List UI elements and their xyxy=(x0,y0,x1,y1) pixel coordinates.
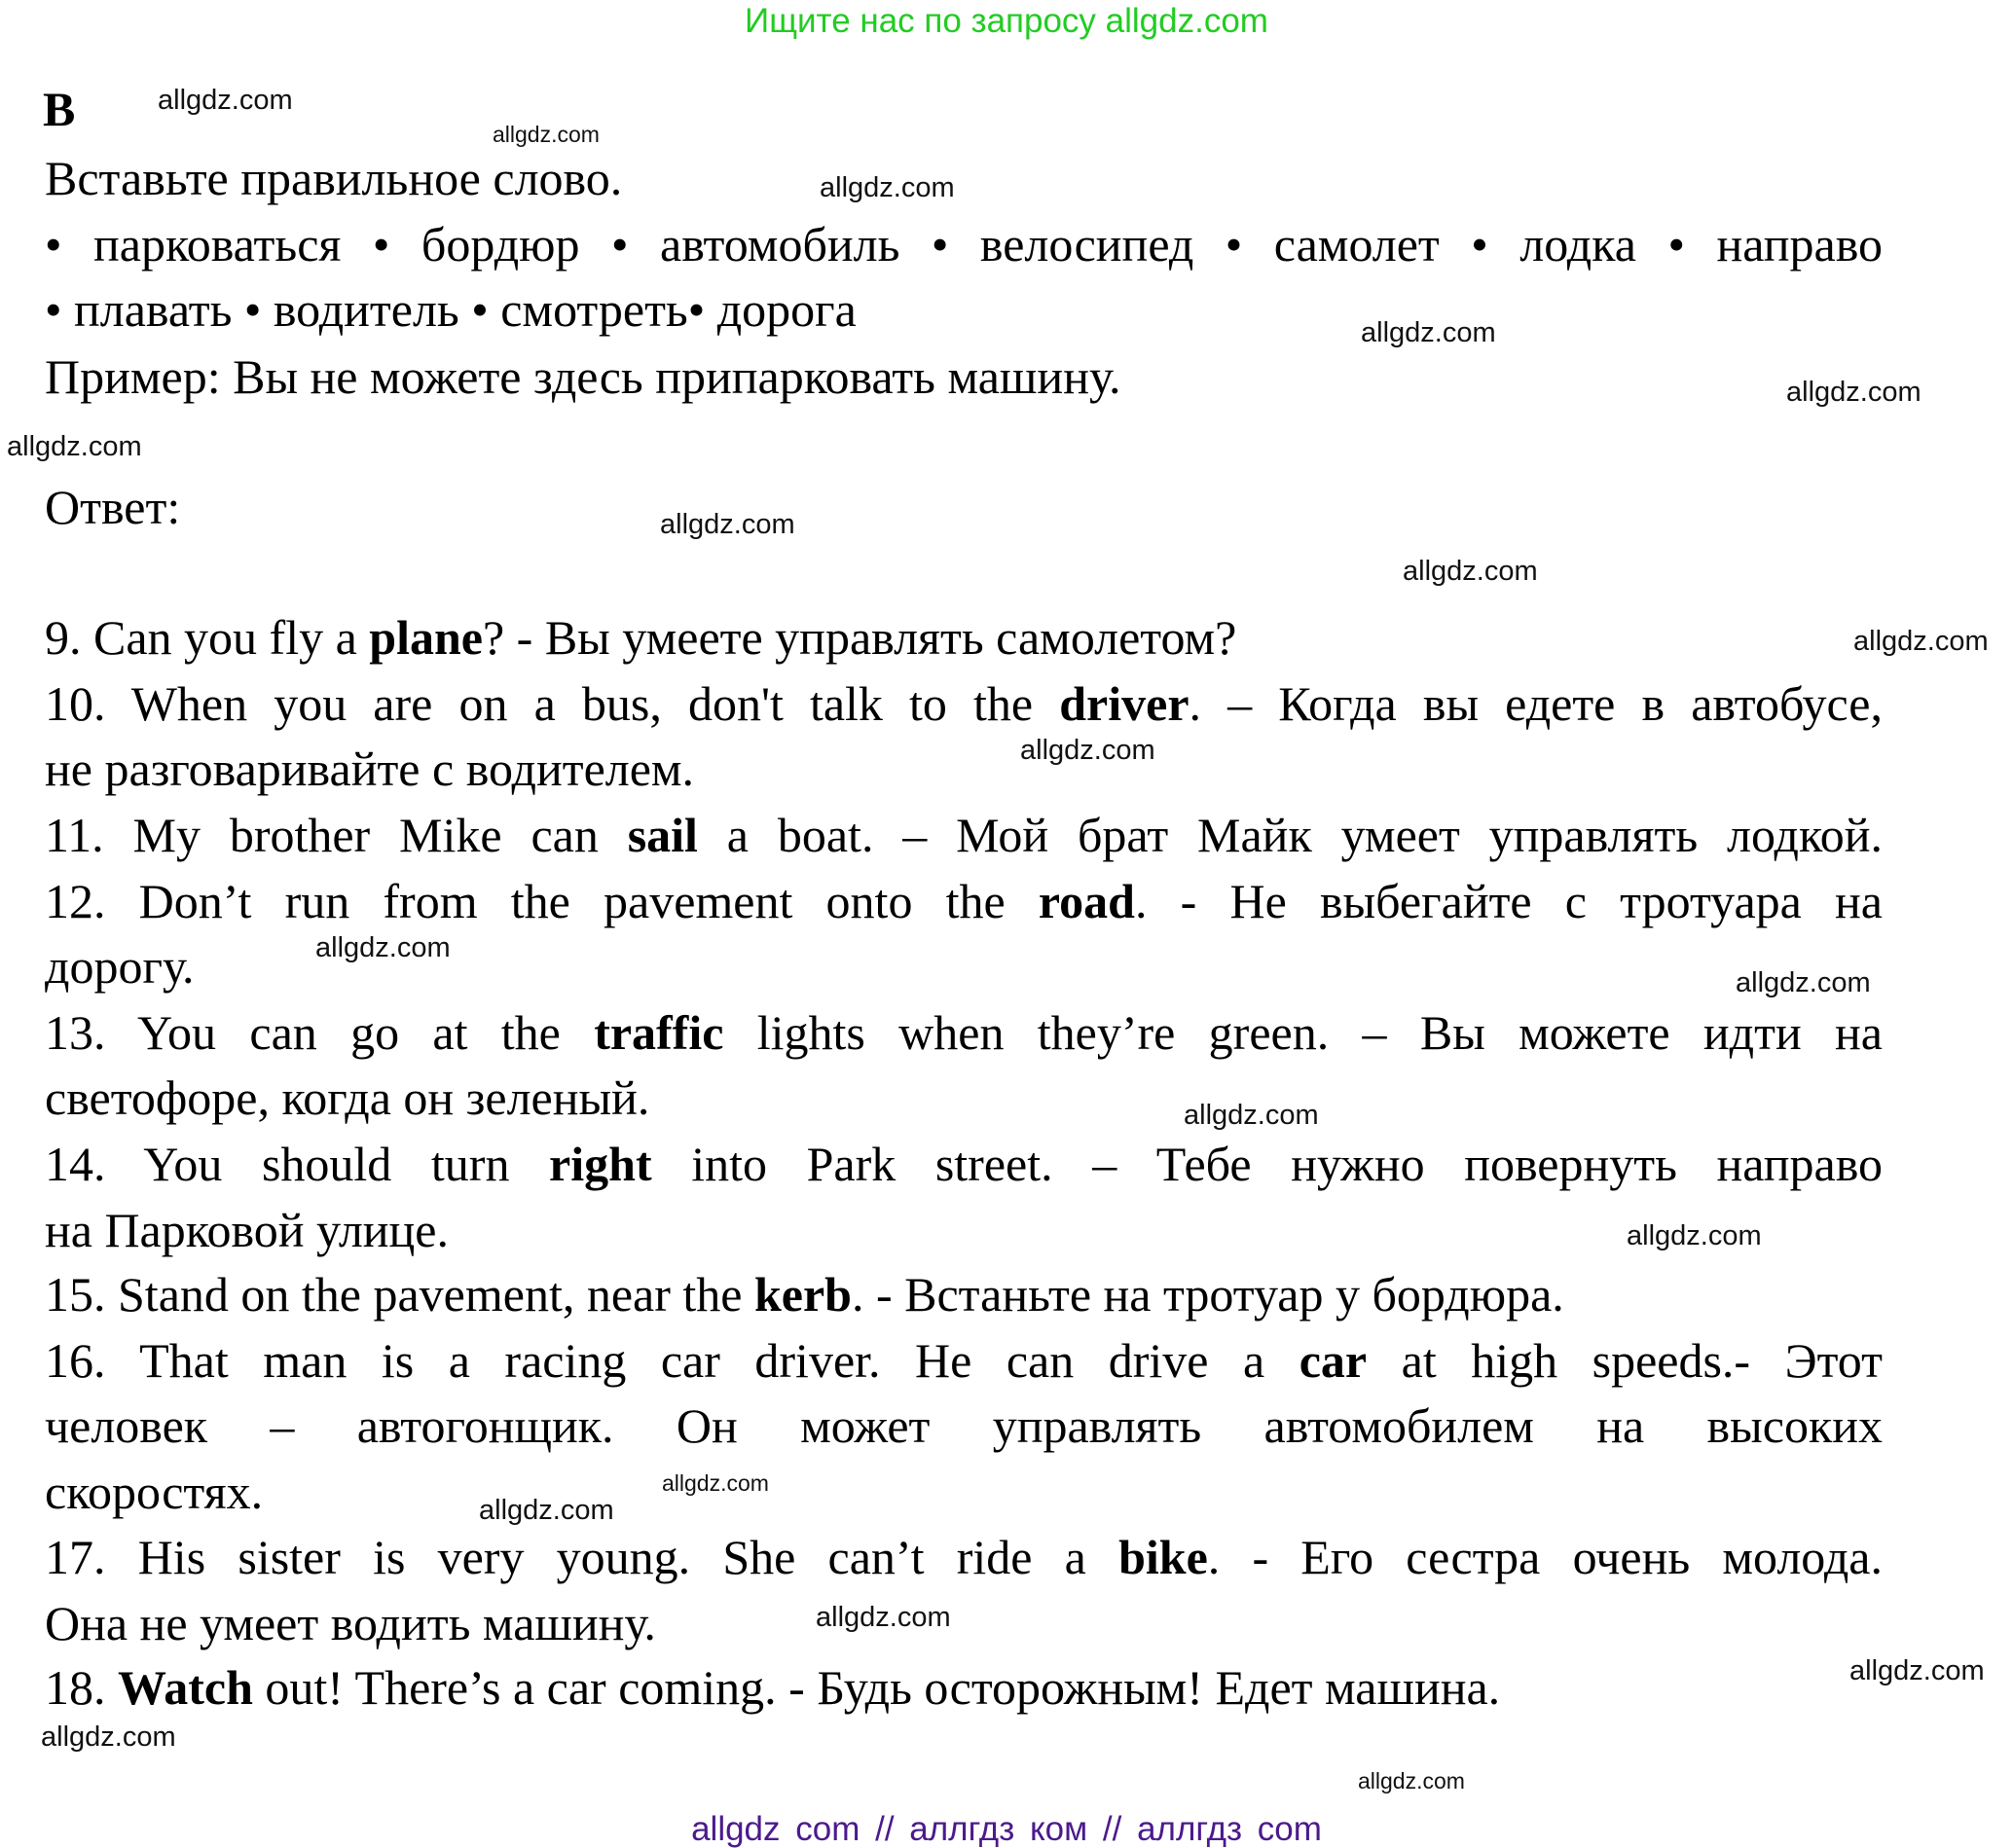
text-segment: • плавать • водитель • смотреть• дорога xyxy=(45,282,857,337)
answer-word: bike xyxy=(1118,1530,1208,1584)
watermark: allgdz.com xyxy=(1358,1768,1465,1794)
answer-word: kerb xyxy=(753,1267,852,1322)
text-segment: дорогу. xyxy=(45,939,195,994)
watermark: allgdz.com xyxy=(820,172,955,203)
search-banner: Ищите нас по запросу allgdz.com xyxy=(745,2,1268,40)
watermark: allgdz.com xyxy=(493,122,600,147)
text-segment: 11. My brother Mike can xyxy=(45,808,628,862)
text-segment: Ответ: xyxy=(45,480,181,534)
text-segment: Она не умеет водить машину. xyxy=(45,1596,656,1650)
watermark: allgdz.com xyxy=(1786,377,1922,408)
watermark: allgdz.com xyxy=(816,1602,951,1633)
answer-word: right xyxy=(549,1137,652,1191)
text-line xyxy=(45,347,1120,406)
watermark: allgdz.com xyxy=(315,932,451,963)
watermark: allgdz.com xyxy=(158,85,293,116)
watermark: allgdz.com xyxy=(660,509,795,540)
text-line xyxy=(45,937,194,996)
text-segment: . – Когда вы едете в автобусе, xyxy=(1189,676,1883,731)
text-segment: человек – автогонщик. Он может управлять автомобилем на высоких xyxy=(45,1398,1883,1453)
text-segment: . - Его сестра очень молода. xyxy=(1207,1530,1883,1584)
text-segment: Пример: Вы не можете здесь припарковать машину. xyxy=(45,349,1121,404)
answer-word: car xyxy=(1299,1333,1368,1388)
watermark: allgdz.com xyxy=(7,431,142,462)
text-segment: at high speeds.- Этот xyxy=(1367,1333,1883,1388)
text-line xyxy=(45,1396,1883,1455)
text-line xyxy=(45,149,622,207)
answer-word: sail xyxy=(627,808,698,862)
text-segment: 9. Can you fly a xyxy=(45,610,370,665)
text-line xyxy=(45,806,1883,864)
section-heading: B xyxy=(43,82,76,136)
watermark: allgdz.com xyxy=(1849,1655,1985,1686)
text-line xyxy=(45,1201,449,1259)
answer-word: traffic xyxy=(594,1005,724,1060)
watermark: allgdz.com xyxy=(1184,1100,1319,1131)
text-segment: lights when they’re green. – Вы можете идти на xyxy=(723,1005,1883,1060)
text-line xyxy=(45,1528,1883,1586)
text-line xyxy=(45,608,1236,667)
text-segment: . - Не выбегайте с тротуара на xyxy=(1134,874,1883,928)
text-segment: светофоре, когда он зеленый. xyxy=(45,1070,650,1125)
text-line xyxy=(45,740,694,798)
text-segment: • парковаться • бордюр • автомобиль • велосипед • самолет • лодка • направо xyxy=(45,217,1883,272)
text-segment: 18. xyxy=(45,1660,118,1715)
watermark: allgdz.com xyxy=(41,1721,176,1753)
text-line xyxy=(45,1331,1883,1390)
text-segment: ? - Вы умеете управлять самолетом? xyxy=(482,610,1237,665)
watermark: allgdz.com xyxy=(1736,967,1871,998)
text-segment: 17. His sister is very young. She can’t ride a xyxy=(45,1530,1119,1584)
text-segment: a boat. – Мой брат Майк умеет управлять лодкой. xyxy=(697,808,1883,862)
text-line xyxy=(45,1135,1883,1193)
text-segment: скоростях. xyxy=(45,1465,264,1519)
watermark: allgdz.com xyxy=(1020,735,1155,766)
watermark: allgdz.com xyxy=(1853,626,1989,657)
text-line xyxy=(45,872,1883,930)
watermark: allgdz.com xyxy=(1403,556,1538,587)
watermark: allgdz.com xyxy=(662,1470,769,1496)
answer-word: plane xyxy=(369,610,483,665)
text-segment: into Park street. – Тебе нужно повернуть направо xyxy=(651,1137,1883,1191)
text-line xyxy=(45,674,1883,733)
answer-word: driver xyxy=(1059,676,1190,731)
text-line xyxy=(45,215,1883,273)
answer-word: Watch xyxy=(118,1660,253,1715)
text-segment: 16. That man is a racing car driver. He can drive a xyxy=(45,1333,1299,1388)
text-segment: 14. You should turn xyxy=(45,1137,550,1191)
text-segment: Вставьте правильное слово. xyxy=(45,151,623,205)
watermark: allgdz.com xyxy=(1361,317,1496,348)
text-segment: . - Встаньте на тротуар у бордюра. xyxy=(851,1267,1564,1322)
text-line xyxy=(45,1265,1564,1323)
text-segment: 10. When you are on a bus, don't talk to the xyxy=(45,676,1060,731)
text-segment: не разговаривайте с водителем. xyxy=(45,742,695,796)
answer-word: road xyxy=(1038,874,1135,928)
text-segment: out! There’s a car coming. - Будь осторожным! Едет машина. xyxy=(252,1660,1501,1715)
text-line xyxy=(45,1069,649,1127)
text-line xyxy=(45,1003,1883,1062)
watermark: allgdz.com xyxy=(479,1495,614,1526)
watermark: allgdz.com xyxy=(1627,1220,1762,1251)
text-line xyxy=(45,1594,656,1652)
text-line xyxy=(45,280,857,339)
text-line xyxy=(45,1658,1500,1717)
text-segment: 12. Don’t run from the pavement onto the xyxy=(45,874,1039,928)
text-line xyxy=(45,1463,263,1521)
text-segment: 13. You can go at the xyxy=(45,1005,595,1060)
text-line xyxy=(45,478,180,536)
text-segment: на Парковой улице. xyxy=(45,1203,449,1257)
footer-links: allgdz com // аллгдз ком // аллгдз com xyxy=(691,1810,1322,1848)
text-segment: 15. Stand on the pavement, near the xyxy=(45,1267,754,1322)
